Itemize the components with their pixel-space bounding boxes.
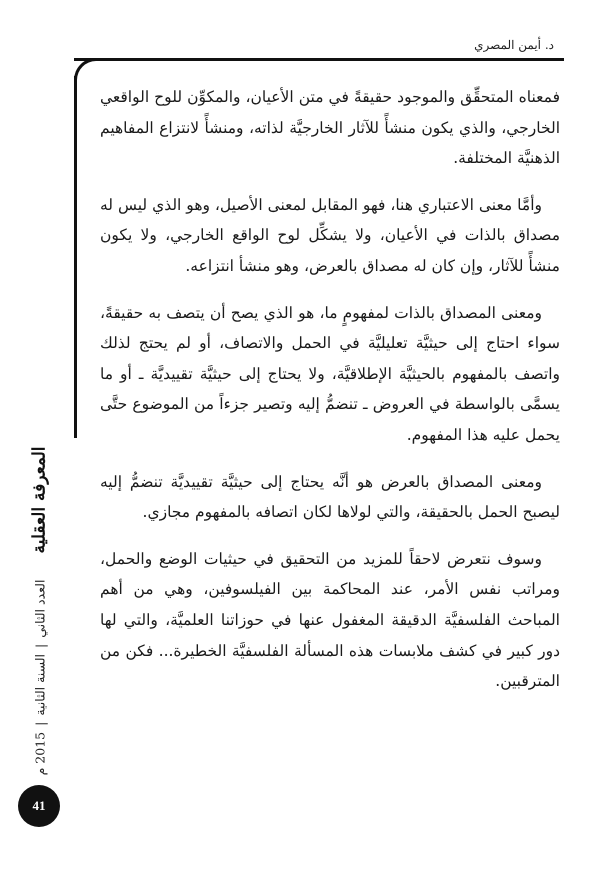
author-name: د. أيمن المصري bbox=[474, 38, 554, 52]
frame-corner bbox=[74, 58, 98, 82]
paragraph-3: ومعنى المصداق بالذات لمفهومٍ ما، هو الذي يصح أن يتصف به حقيقةً، سواء احتاج إلى حيثيَّة تعليليَّة في الحمل والاتصاف، أو لم يحتج لذلك واتصف بالمفهوم بالحيثيَّة الإطلاقيَّة، ولا يحتاج إلى حيثيَّة تقييديَّة ـ أو ما يسمَّى بالواسطة في العروض ـ تنضمُّ إليه وتصير جزءاً من الموضوع حتَّى يحمل عليه هذا المفهوم. bbox=[100, 303, 560, 444]
page-number-badge: 41 bbox=[18, 785, 60, 827]
issue-date: 2015 م bbox=[32, 731, 48, 776]
paragraph-1: فمعناه المتحقِّق والموجود حقيقةً في متن الأعيان، والمكوِّن للوح الواقعي الخارجي، والذي يكون منشأً للآثار الخارجيَّة لذاته، ومنشأً لانتزاع المفاهيم الذهنيَّة المختلفة. bbox=[100, 88, 560, 168]
issue-year-label: السنة الثانية bbox=[32, 653, 48, 716]
issue-number: العدد الثاني bbox=[32, 579, 48, 638]
separator: | bbox=[32, 643, 48, 648]
header-rule bbox=[74, 58, 564, 61]
paragraph-4: ومعنى المصداق بالعرض هو أنَّه يحتاج إلى حيثيَّة تقييديَّة تنضمُّ إليه ليصبح الحمل بالحقيقة، والتي لولاها لكان اتصافه بالمفهوم مجازي. bbox=[100, 472, 560, 522]
separator: | bbox=[32, 721, 48, 726]
paragraph-2: وأمَّا معنى الاعتباري هنا، فهو المقابل لمعنى الأصيل، وهو الذي ليس له مصداق بالذات في الأعيان، ولا يشكِّل لوح الواقع الخارجي، ولا يكون منشأً للآثار، وإن كان له مصداق بالعرض، وهو منشأ انتزاعه. bbox=[100, 195, 560, 275]
journal-logo-text: المعرفة العقلية bbox=[30, 446, 51, 554]
journal-logo bbox=[12, 440, 68, 560]
journal-sidebar bbox=[8, 440, 68, 776]
side-rule bbox=[74, 76, 77, 438]
issue-info bbox=[10, 575, 70, 780]
article-body bbox=[100, 82, 560, 713]
paragraph-5: وسوف نتعرض لاحقاً للمزيد من التحقيق في حيثيات الوضع والحمل، ومراتب نفس الأمر، عند المحاكمة بين الفيلسوفين، وهي من أهم المباحث الفلسفيَّة الدقيقة المغفول عنها في حوزاتنا العلميَّة، والتي لها دور كبير في كشف ملابسات هذه المسألة الفلسفيَّة الخطيرة... فكن من المترقبين. bbox=[100, 549, 560, 691]
